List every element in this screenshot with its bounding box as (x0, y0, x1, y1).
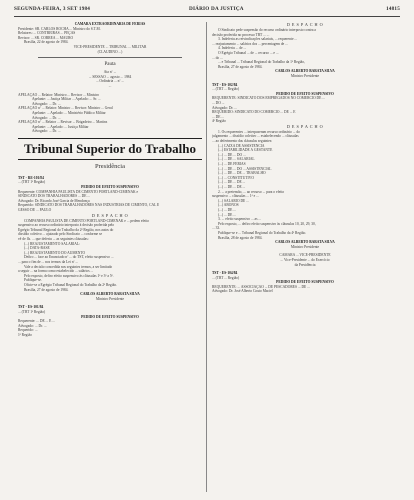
text-line: (...) ... CONSTITUTIVO (218, 175, 254, 180)
despacho-heading: D E S P A C H O (286, 123, 324, 129)
text-line: (CLAUDINO ...) (97, 49, 123, 54)
text-line: Advogado: ... Dr. ... (32, 129, 61, 134)
text-line: (...) ... DE ... DE ... (218, 180, 246, 185)
header-page-number: 14815 (386, 6, 400, 12)
page-header (14, 6, 400, 16)
text-line: Presidente: SR. CARLOS ROCHA ... Ministro do S.T.M. (18, 26, 101, 31)
text-line: (...) ... DE FÉRIAS (218, 162, 246, 167)
text-line: (...) ESTABILIDADE À GESTANTE (218, 148, 273, 153)
text-line: Pelo exposto, ... defiro efeito suspensivo às cláusulas 10, 20, 29, 30, (218, 221, 316, 226)
text-line: VICE-PRESIDENTE ... TRIBUNAL ... MILITAR (73, 44, 147, 49)
text-line: Brasília, 28 de agosto de 1984. (218, 235, 263, 240)
text-line: julgamento ... dissídio coletivo ... estabelecendo ... cláusulas (212, 134, 299, 139)
text-line: (...) CAIXA DE ASSISTÊNCIA (218, 143, 265, 148)
text-line: (...) ABONOS (218, 203, 239, 208)
text-line: (...) REAJUSTAMENTO SALARIAL: (24, 241, 81, 246)
text-line: Publique-se. (24, 278, 42, 283)
text-line: (...) ... DE ... (218, 207, 236, 212)
case-block (18, 176, 202, 213)
despacho-heading: D E S P A C H O (91, 212, 129, 218)
vice-presidency-block (212, 253, 398, 267)
text-line: ... Ordinária ... nº ... (95, 79, 125, 84)
text-line: Apelante: ... Justiça Militar ... Apelado: ... Sr. ... (32, 97, 101, 102)
text-line: Egrégio Tribunal Regional do Trabalho da 2ª Região, nos autos do (18, 227, 114, 232)
text-line: Brasília, 22 de agosto de 1984. (24, 40, 69, 45)
case-number: TST - ES-102/84 (212, 82, 238, 87)
case-title: PEDIDO DE EFEITO SUSPENSIVO (276, 280, 334, 285)
text-line: APELAÇÃO nº ... Relator: Ministro ... Revisor: Ministro ... Geral (18, 106, 113, 111)
text-line: Advogado: Dr. ... (212, 105, 237, 110)
text-line: (...) ... DE ... DO ... (218, 152, 246, 157)
presidency-heading: Presidência (95, 162, 125, 170)
case-title: PEDIDO DE EFEITO SUSPENSIVO (81, 314, 139, 319)
despacho-heading: D E S P A C H O (286, 22, 324, 27)
text-line: 3. ... efeito suspensivo ... as ... (218, 217, 262, 222)
despacho-body (212, 130, 398, 240)
text-line: CÂMARA ... VICE-PRESIDENTE (279, 253, 331, 258)
text-line: COMPANHIA PAULISTA DE CIMENTO PORTLAND-CIMENAK e ... pedem efeito (24, 218, 150, 223)
court-banner (18, 138, 202, 160)
text-line: (...) ... DE ... DO ... ASSISTENCIAL (218, 166, 272, 171)
text-line: Brasília, 27 de agosto de 1984. (24, 287, 69, 292)
text-line: Vale a decisão concedida nos seguintes termos, a ser limitado (24, 264, 113, 269)
text-line: decisão proferida no processo TRT ... ... (212, 32, 270, 37)
text-line: 4ª Região (212, 119, 226, 124)
text-line: O Egrégio Tribunal ... de ... recurso ... e ... (218, 50, 279, 55)
header-rule (14, 16, 400, 17)
court-title: Tribunal Superior do Trabalho (23, 140, 197, 156)
case-title: PEDIDO DE EFEITO SUSPENSIVO (276, 91, 334, 96)
text-line: Brasília, 27 de agosto de 1984. (218, 64, 263, 69)
text-line: GESSO DE ... PAULO (18, 208, 52, 213)
text-line: REQUERENTE: SINDICATO DOS EMPREGADOS NO COMÉRCIO DE ... (212, 96, 325, 101)
text-line: Advogado: ... Dr. ... (32, 115, 61, 120)
text-line: (...) ... DE ... DE ... TRABALHO (218, 171, 266, 176)
text-line: ... DE ... (212, 114, 224, 119)
text-line: SINDICATO DOS TRABALHADORES ... DE ... (18, 194, 91, 199)
signature-role: Ministro Presidente (290, 244, 320, 249)
signature-name: CARLOS ALBERTO BARATA SILVA (275, 69, 335, 74)
text-line: 2. ... a pretensão, ... ao recurso ... para o efeito (218, 189, 285, 194)
text-line: Oficie-se a Egrégio Tribunal Regional do Trabalho da 2ª Região. (24, 282, 118, 287)
text-line: 4. Indeferiu ... de ... (218, 46, 247, 51)
text-line: dissídio coletivo ... ajuizado pelo Sindicato ... conforme se (18, 232, 103, 237)
column-divider (206, 22, 207, 492)
text-line: Advogado: ... Dr. ... (32, 101, 61, 106)
text-line: da Presidência (294, 262, 316, 267)
text-line: ... do ... (212, 55, 223, 60)
despacho-body (212, 28, 398, 69)
right-column (212, 22, 398, 492)
case-ref: ... (TRT 1ª Região) (18, 309, 46, 314)
text-line: Requerente: COMPANHIA PAULISTA DE CIMENTO PORTLAND-CIMENAK e (18, 189, 139, 194)
pauta-list (18, 75, 202, 134)
text-line: Requerido: ... (18, 328, 38, 333)
pauta-heading: Pauta (104, 62, 116, 68)
case-ref: ... (TRT ... Região) (212, 87, 240, 92)
text-line: ... DO ... (212, 100, 225, 105)
signature-name: CARLOS ALBERTO BARATA SILVA (275, 240, 335, 245)
text-line: ... ao deferimento das cláusulas seguintes: (212, 139, 273, 144)
case-number: TST - RE-101/84 (18, 175, 44, 180)
text-line: ... SESSÃO ... agosto ... 1984 (88, 74, 132, 79)
text-line: Apelante: ... Apelado: ... Justiça Militar (32, 124, 89, 129)
text-line: ... 33. (212, 226, 221, 231)
case-number: TST - ES-104/84 (212, 271, 238, 276)
text-line: Requerido: SINDICATO DOS TRABALHADORES NAS INDÚSTRIAS DE CIMENTO, CAL E (18, 203, 160, 208)
text-line: Defiro ... face ao Enunciado nº ... do TST, efeito suspensivo ... (24, 255, 114, 260)
text-line: Advogado: Dr. Ricardo José Garcia de Mendonça (18, 198, 90, 203)
text-line: vê de fls. ... que deferiu ... as seguintes cláusulas: (18, 237, 89, 241)
despacho-body (18, 219, 202, 293)
case-block (212, 271, 398, 294)
signature-role: Ministro Presidente (95, 296, 125, 301)
text-line: REQUERIDO: SINDICATO DO COMÉRCIO ... DE ... E (212, 110, 296, 115)
text-line: 1. Os requerentes ... interpuseram recurso ordinário ... do (218, 129, 300, 134)
text-line: APELAÇÃO nº ... Relator ... Revisor ... Brigadeiro ... Martins (18, 120, 108, 125)
text-line: (...) SALÁRIO DE ... (218, 198, 249, 203)
text-line: Revisor: ... SR. CORRÊA ... MAURO (18, 35, 74, 40)
text-line: ... (108, 83, 112, 88)
case-block (18, 305, 202, 337)
text-line: suspensivo ... cláusulas ... 1ª e ... (212, 194, 259, 199)
case-block (212, 83, 398, 124)
text-line: O Sindicato pede suspensão do recurso ordinário interposto contra a (218, 28, 316, 32)
text-line: a seguir ... na forma como estabelecido ... salários ... (18, 269, 94, 274)
text-line: ... Vice-Presidente ... do Exercício (280, 257, 330, 262)
text-line: Requerente: ... DE ... E ... (18, 319, 55, 324)
text-line: 1ª Região (18, 332, 32, 337)
text-line: 3. Indeferiu as reivindicações salariais, ... requerente ... (218, 37, 298, 42)
text-line: suspensivo ao recurso ordinário interposto à decisão proferida pelo (18, 223, 115, 228)
text-line: Publique-se e ... Tribunal Regional do Trabalho da 4ª Região. (218, 230, 307, 235)
text-line: (...) DATA-BASE (24, 246, 50, 251)
case-title: PEDIDO DE EFEITO SUSPENSIVO (81, 185, 139, 190)
text-line: Pelo exposto, defiro efeito suspensivo às cláusulas 1ª e 3ª a 5ª. (24, 273, 114, 278)
text-line: (...) REAJUSTAMENTO DO AUMENTO (24, 250, 86, 255)
text-line: APELAÇÃO ... Relator: Ministro ... Revisor ... Ministro (18, 92, 100, 97)
signature-role: Ministro Presidente (290, 73, 320, 78)
text-line: Advogado: Dr. José Alberto Couto Maciel (212, 289, 273, 294)
text-line: (...) ... DE ... (218, 212, 236, 217)
header-date: SEGUNDA-FEIRA, 3 SET 1984 (14, 6, 91, 12)
case-ref: ... (TRT 1ª Região) (18, 180, 46, 185)
header-publication: DIÁRIO DA JUSTIÇA (189, 6, 244, 12)
signature-name: CARLOS ALBERTO BARATA SILVA (80, 292, 140, 297)
text-line: Apelante: ... Apelado: ... Ministério Público Militar (32, 110, 106, 115)
case-ref: ... (TRT ... Região) (212, 275, 240, 280)
text-line: (...) ... DE ... SALARIAL (218, 157, 255, 162)
text-line: ... reajustamento ... salários dos ... percentagem de ... (212, 41, 288, 46)
text-line: ... e Tribunal ... Tribunal Regional do Trabalho da 1ª Região, (218, 60, 305, 65)
block-heading: CÂMARA EXTRAORDINÁRIA DE FÉRIAS (74, 22, 146, 26)
text-line: ... para o fim de ... nos termos da Lei nº ... (18, 259, 79, 264)
case-number: TST - ES-101/84 (18, 305, 44, 310)
text-line: Relatores: ... CONTREIRAS ... PEÇAS (18, 31, 76, 36)
stm-session-block (18, 22, 202, 54)
text-line: Advogado: ... Dr. ... (18, 323, 47, 328)
text-line: (...) ... DE ... DE ... (218, 185, 246, 189)
section-rule (38, 57, 182, 58)
left-column (18, 22, 202, 492)
text-line: REQUERENTE: ... ASSOCIAÇÃO ... DE PESCADORES ... DE ... (212, 284, 310, 289)
pauta-subheading: Ata nº ... (103, 70, 117, 75)
